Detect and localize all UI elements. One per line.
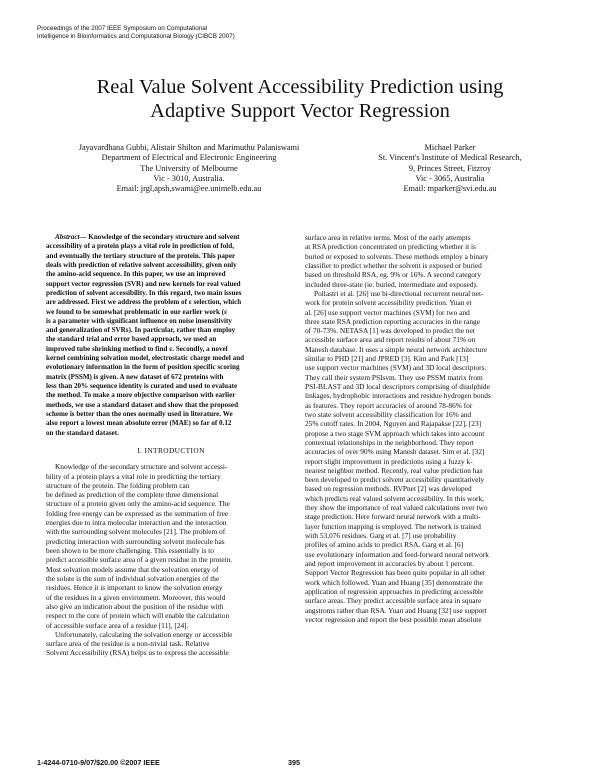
abstract-line: evolutionary information in the form of position specific scoring bbox=[46, 363, 240, 372]
author-block-right bbox=[335, 143, 565, 194]
text-line: surface areas. They predict accessible surface area in square bbox=[305, 596, 482, 606]
text-line: included three-state (ie. buried, intermediate and exposed). bbox=[305, 279, 478, 289]
text-line: stage prediction. Here forward neural network with a multi- bbox=[305, 512, 481, 522]
text-line: classifier to predict whether the solvent is exposed or buried bbox=[305, 260, 482, 270]
right-paragraph-1 bbox=[305, 233, 555, 289]
abstract-line: and eventually the tertiary structure of the protein. This paper bbox=[46, 251, 236, 260]
text-line: of 70-73%. NETASA [1] was developed to predict the net bbox=[305, 326, 475, 336]
author-email-left: Email: jrgl,apsh,swami@ee.unimelb.edu.au bbox=[116, 184, 262, 194]
text-line: vector regression and report the best possible mean absolute bbox=[305, 614, 482, 624]
text-line: use support vector machines (SVM) and 3D local descriptors. bbox=[305, 363, 487, 373]
abstract-line: support vector regression (SVR) and new kernels for real valued bbox=[46, 279, 241, 288]
text-line: be defined as prediction of the complete three dimensional bbox=[46, 490, 219, 500]
author-street-right: 9, Princes Street, Fitzroy bbox=[408, 163, 492, 173]
header-line-1: Proceedings of the 2007 IEEE Symposium on Computational bbox=[37, 25, 208, 32]
text-line: surface area of the residue is a non-trivial task. Relative bbox=[46, 639, 210, 649]
text-line: residues. Hence it is important to know the solvation energy bbox=[46, 583, 223, 593]
text-line: buried or exposed to solvents. These methods employ a binary bbox=[305, 251, 489, 261]
abstract-line: scheme is better than the ones normally used in literature. We bbox=[46, 409, 233, 418]
text-line: respect to the core of protein which will enable the calculation bbox=[46, 611, 230, 621]
abstract-line: improved tube shrinking method to find ε. Secondly, a novel bbox=[46, 344, 228, 353]
header-line-2: Intelligence in Bioinformatics and Computational Biology (CIBCB 2007) bbox=[37, 33, 235, 41]
text-line: also give an indication about the position of the residue with bbox=[46, 601, 224, 611]
text-line: based on threshold RSA, eg. 9% or 16%. A second category bbox=[305, 270, 482, 280]
right-column bbox=[305, 233, 555, 624]
abstract-line: the standard trial and error based approach, we used an bbox=[46, 335, 217, 344]
text-line: energies due to intra molecular interaction and the interaction bbox=[46, 518, 227, 528]
text-line: Manesh database. It uses a simple neural network architecture bbox=[305, 344, 488, 354]
text-line: nearest neighbor method. Recently, real value prediction has bbox=[305, 465, 483, 475]
abstract-line: also report a lowest mean absolute error (MAE) so far of 0.12 bbox=[46, 419, 232, 428]
text-line: profiles of amino acids to predict RSA. Garg et al. [6] bbox=[305, 540, 464, 550]
author-dept-left: Department of Electrical and Electronic Engineering bbox=[101, 153, 277, 163]
abstract-line: we found to be somewhat problematic in our earlier work (ε bbox=[46, 307, 228, 316]
text-line: Solvent Accessibility (RSA) helps us to express the accessible bbox=[46, 648, 229, 658]
text-line: report slight improvement in predictions using a fuzzy k- bbox=[305, 456, 473, 466]
title-line-1: Real Value Solvent Accessibility Prediction using bbox=[96, 76, 504, 98]
author-city-right: Vic - 3065, Australia bbox=[415, 173, 485, 183]
text-line: work which followed. Yuan and Huang [35] demonstrate the bbox=[305, 577, 483, 587]
text-line: predict accessible surface area of a given residue in the protein. bbox=[46, 555, 233, 565]
text-line: as features. They report accuracies of around 78-86% for bbox=[305, 400, 473, 410]
text-line: and report improvement in accuracies by about 1 percent. bbox=[305, 558, 475, 568]
text-line: layer function mapping is employed. The network is trained bbox=[305, 521, 481, 531]
text-line: They call their system PSIsvm. They use PSSM matrix from bbox=[305, 372, 483, 382]
text-line: of the residues in a given environment. Moreover, this would bbox=[46, 592, 226, 602]
abstract-line: kernel combining solvation model, electrostatic charge model and bbox=[46, 354, 245, 363]
abstract-line: deals with prediction of relative solvent accessibility, given only bbox=[46, 260, 237, 269]
text-line: application of regression approaches in predicting accessible bbox=[305, 586, 484, 596]
author-names-right: Michael Parker bbox=[424, 143, 476, 152]
text-line: accuracies of over 90% using Manesh dataset. Sim et al. [32] bbox=[305, 447, 485, 457]
intro-paragraph-1 bbox=[46, 462, 296, 630]
text-line: three state RSA prediction reporting accuracies in the range bbox=[305, 316, 480, 326]
text-line: at RSA prediction concentrated on predicting whether it is bbox=[305, 242, 476, 252]
text-line: Knowledge of the secondary structure and solvent accessi- bbox=[55, 462, 228, 472]
abstract-line: matrix (PSSM) is given. A new dataset of 672 proteins with bbox=[46, 372, 224, 381]
text-line: which predicts real valued solvent accessibility. In this work, bbox=[305, 493, 484, 503]
proceedings-header bbox=[37, 25, 557, 41]
text-line: al. [26] use support vector machines (SVM) for two and bbox=[305, 307, 470, 317]
text-line: structure of a protein given only the amino-acid sequence. The bbox=[46, 499, 230, 509]
author-block-left bbox=[58, 143, 320, 194]
text-line: based on regression methods. RVPnet [2] was developed bbox=[305, 484, 472, 494]
abstract-line: and generalization of SVRs). In particular, rather than employ bbox=[46, 326, 236, 335]
abstract-line: the amino-acid sequence. In this paper, we use an improved bbox=[46, 270, 226, 279]
abstract-line: accessibility of a protein plays a vital role in prediction of fold, bbox=[46, 242, 234, 251]
text-line: Pollastri et al. [26] use bi-directional recurrent neural net- bbox=[314, 288, 484, 298]
text-line: with the surrounding solvent molecules [21]. The problem of bbox=[46, 527, 226, 537]
abstract-label: Abstract bbox=[55, 233, 80, 241]
left-column bbox=[46, 233, 296, 658]
text-line: similar to PHD [21] and JPRED [3]. Kim and Park [13] bbox=[305, 354, 469, 364]
text-line: been developed to predict solvent accessibility quantitatively bbox=[305, 475, 485, 485]
abstract-line: less than 20% sequence identity is curated and used to evaluate bbox=[46, 382, 238, 390]
abstract bbox=[46, 233, 296, 438]
text-line: the solute is the sum of individual solvation energies of the bbox=[46, 573, 220, 583]
text-line: folding free energy can be expressed as the summation of free bbox=[46, 508, 229, 518]
text-line: with 53,076 residues. Garg et al. [7] use probability bbox=[305, 531, 457, 540]
text-line: accessible surface area and report results of about 71% on bbox=[305, 335, 476, 345]
author-dept-right: St. Vincent's Institute of Medical Research, bbox=[378, 153, 522, 163]
title-line-2: Adaptive Support Vector Regression bbox=[150, 99, 450, 122]
text-line: Support Vector Regression has been quite popular in all other bbox=[305, 568, 486, 578]
text-line: work for protein solvent accessibility prediction. Yuan et bbox=[305, 298, 472, 308]
right-paragraph-2 bbox=[305, 289, 555, 624]
author-inst-left: The University of Melbourne bbox=[140, 163, 238, 173]
abstract-line: the method. To make a more objective comparison with earlier bbox=[46, 391, 236, 400]
text-line: they show the importance of real valued calculations over two bbox=[305, 503, 488, 513]
text-line: use evolutionary information and feed-forward neural network bbox=[305, 549, 489, 559]
footer-isbn: 1-4244-0710-9/07/$20.00 ©2007 IEEE bbox=[37, 758, 160, 767]
page-number: 395 bbox=[288, 758, 300, 767]
text-line: structure of the protein. The folding problem can bbox=[46, 480, 190, 490]
text-line: linkages, hydrophobic interactions and residue hydrogen bonds bbox=[305, 391, 491, 401]
abstract-line bbox=[46, 233, 296, 242]
text-line: Most solvation models assume that the solvation energy of bbox=[46, 564, 219, 574]
abstract-text: — Knowledge of the secondary structure and solvent bbox=[79, 233, 240, 241]
text-line: contextual relationships in the neighborhood. They report bbox=[305, 437, 474, 447]
text-line: 25% cutoff rates. In 2004, Nguyen and Rajapakse [22], [23] bbox=[305, 419, 482, 429]
text-line: Unfortunately, calculating the solvation energy or accessible bbox=[55, 629, 233, 639]
abstract-line: on the standard dataset. bbox=[46, 428, 119, 437]
text-line: bility of a protein plays a vital role in predicting the tertiary bbox=[46, 471, 221, 481]
author-names-left: Jayavardhana Gubbi, Alistair Shilton and Marimuthu Palaniswami bbox=[78, 143, 300, 152]
text-line: propose a two stage SVM approach which takes into account bbox=[305, 428, 485, 438]
abstract-line: methods, we use a standard dataset and show that the proposed bbox=[46, 400, 239, 409]
author-city-left: Vic - 3010, Australia. bbox=[153, 173, 225, 183]
abstract-line: are addressed. First we address the problem of ε selection, which bbox=[46, 298, 242, 307]
text-line: of accessible surface area of a residue [11], [24]. bbox=[46, 620, 189, 630]
abstract-line: is a parameter with significant influence on noise insensitivity bbox=[46, 316, 232, 325]
author-email-right: Email: mparker@svi.edu.au bbox=[403, 184, 497, 194]
text-line: PSI-BLAST and 3D local descriptors comprising of disulphide bbox=[305, 382, 490, 391]
section-heading-introduction: I. INTRODUCTION bbox=[137, 445, 205, 455]
text-line: been shown to be more challenging. This essentially is to bbox=[46, 546, 214, 555]
paper-title bbox=[0, 76, 600, 123]
text-line: predicting interaction with surrounding solvent molecule has bbox=[46, 536, 225, 546]
text-line: angstroms rather than RSA. Yuan and Huang [32] use support bbox=[305, 605, 487, 615]
abstract-line: prediction of solvent accessibility. In this regard, two main issues bbox=[46, 288, 242, 297]
text-line: two state solvent accessibility classification for 16% and bbox=[305, 409, 472, 419]
intro-paragraph-2 bbox=[46, 630, 296, 658]
text-line: surface area in relative terms. Most of the early attempts bbox=[305, 233, 471, 242]
